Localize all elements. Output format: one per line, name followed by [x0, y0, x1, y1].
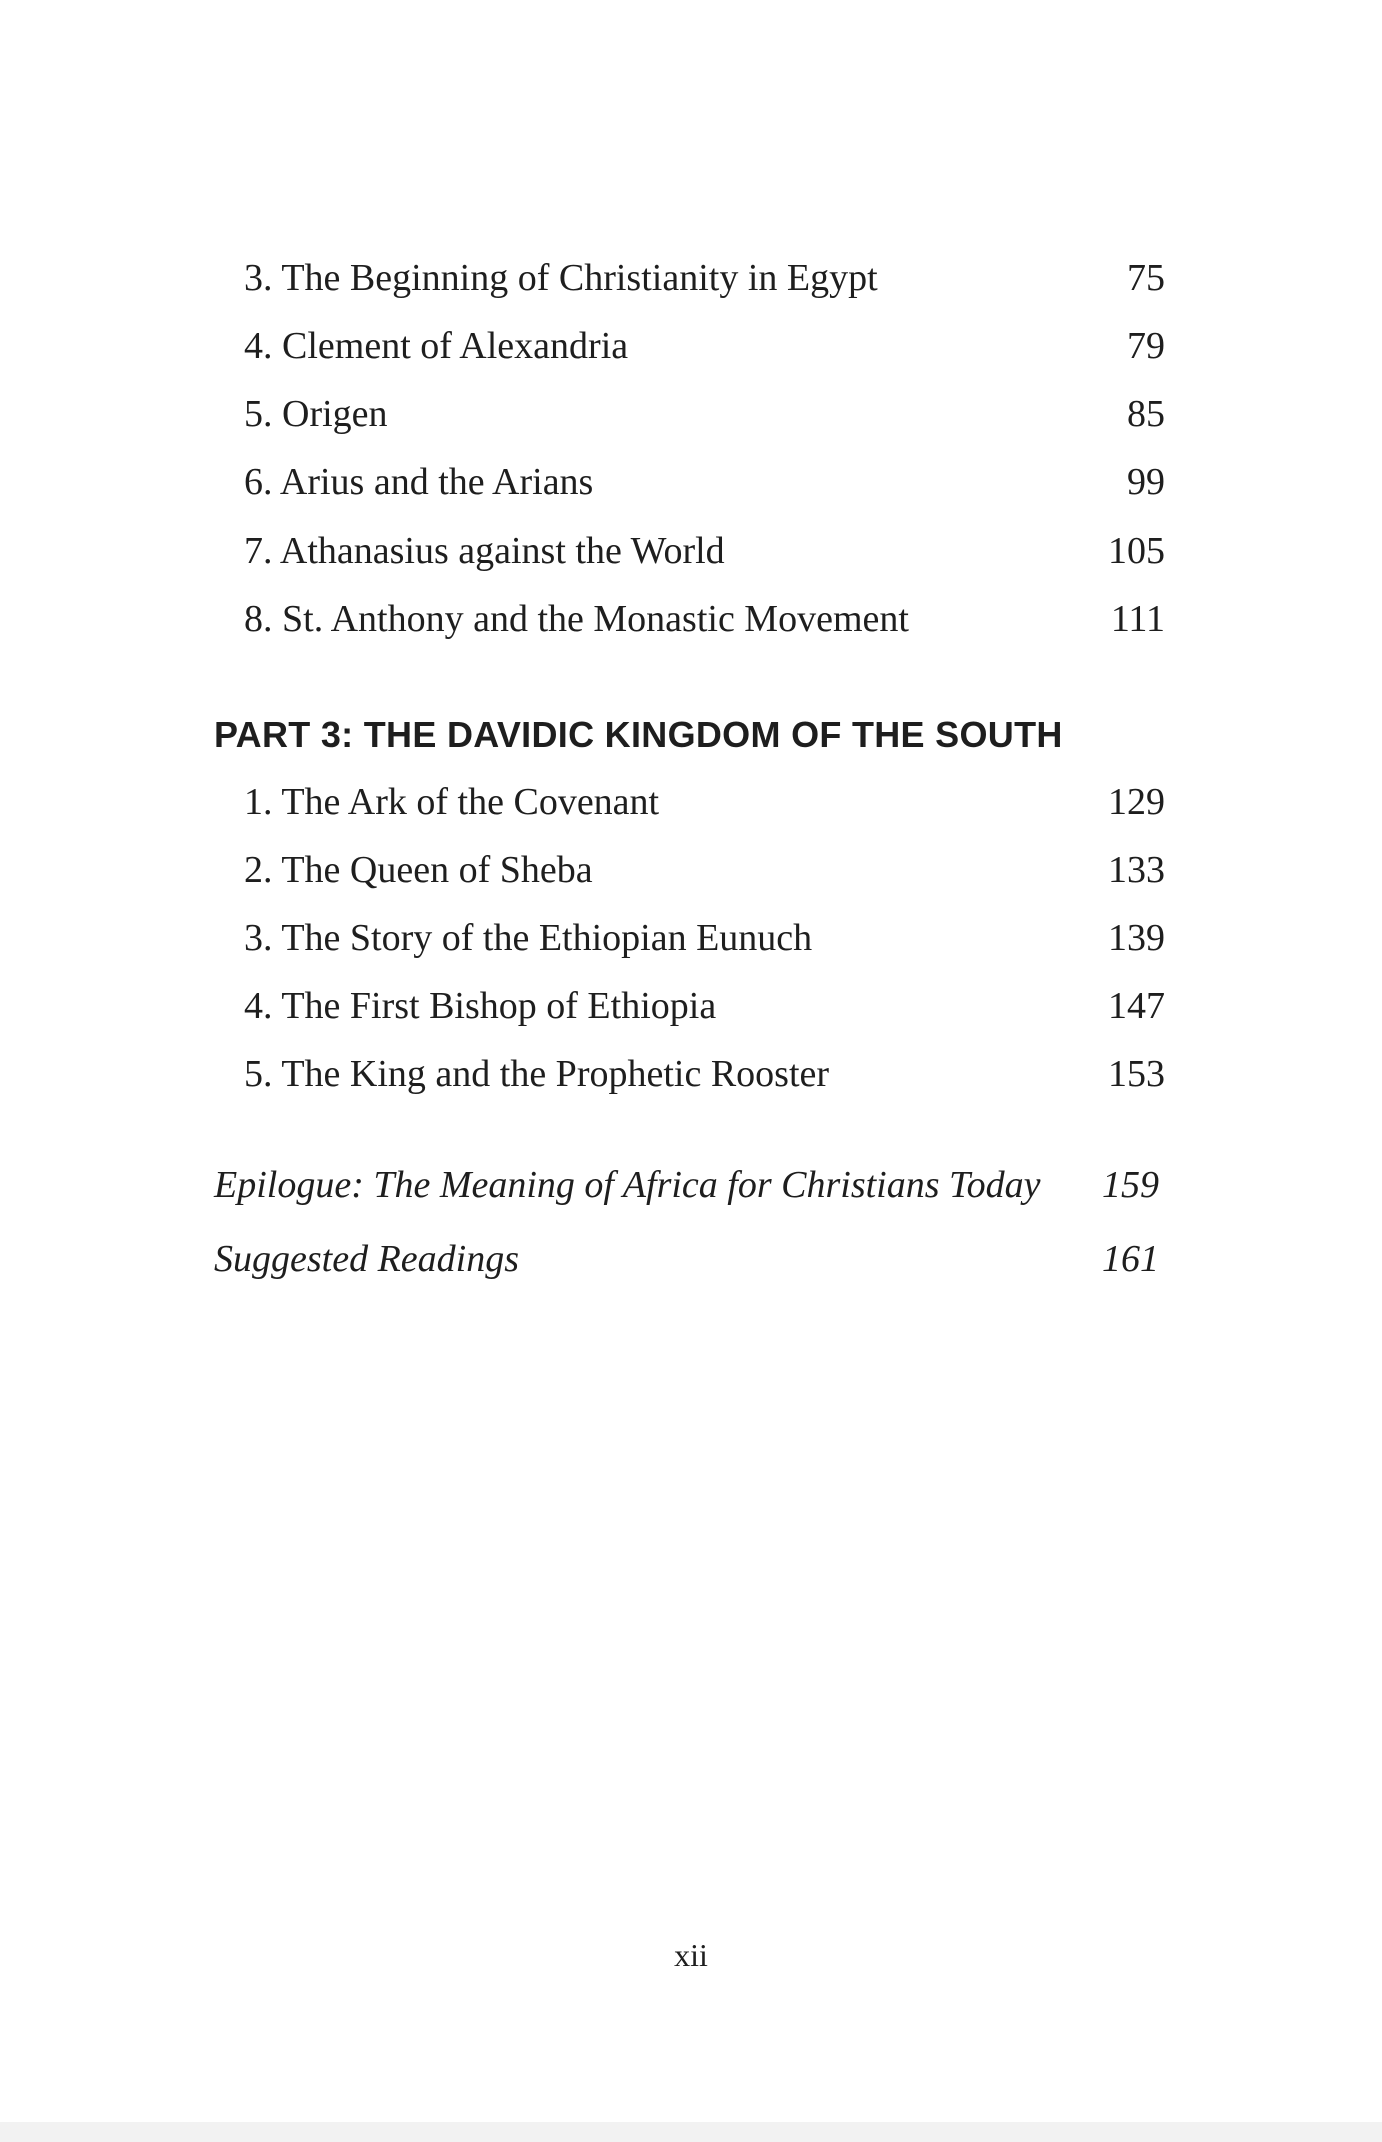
toc-entry: [0, 908, 1382, 968]
toc-entry: [0, 840, 1382, 900]
toc-entry-page: 133: [1108, 849, 1165, 891]
toc-entry-page: 159: [1102, 1164, 1159, 1206]
toc-entry: [0, 384, 1382, 444]
toc-entry-page: 79: [1127, 325, 1165, 367]
toc-entry-title: 4. The First Bishop of Ethiopia: [244, 985, 717, 1027]
toc-entry: [0, 521, 1382, 581]
toc-entry-page: 105: [1108, 530, 1165, 572]
page-number: xii: [674, 1937, 708, 1973]
toc-entry: [0, 589, 1382, 649]
toc-entry-title: 4. Clement of Alexandria: [244, 325, 629, 367]
toc-entry-title: 5. Origen: [244, 393, 388, 435]
toc-entry-title: Epilogue: The Meaning of Africa for Christians Today: [214, 1164, 1041, 1206]
toc-entry-title: 7. Athanasius against the World: [244, 530, 725, 572]
toc-entry-title: Suggested Readings: [214, 1238, 520, 1280]
toc-entry: [0, 772, 1382, 832]
toc-entry-page: 153: [1108, 1053, 1165, 1095]
toc-entry-epilogue: [0, 1155, 1382, 1215]
toc-entry: [0, 452, 1382, 512]
toc-entry-title: 8. St. Anthony and the Monastic Movement: [244, 598, 909, 640]
toc-entry-page: 75: [1127, 257, 1165, 299]
toc-entry-suggested-readings: [0, 1229, 1382, 1289]
toc-entry-page: 99: [1127, 461, 1165, 503]
toc-entry-title: 2. The Queen of Sheba: [244, 849, 593, 891]
part-heading: PART 3: THE DAVIDIC KINGDOM OF THE SOUTH: [214, 714, 1063, 755]
toc-entry-title: 3. The Story of the Ethiopian Eunuch: [244, 917, 813, 959]
toc-entry-page: 161: [1102, 1238, 1159, 1280]
toc-entry: [0, 976, 1382, 1036]
toc-entry-page: 129: [1108, 781, 1165, 823]
toc-entry-page: 111: [1110, 598, 1165, 640]
toc-entry-title: 6. Arius and the Arians: [244, 461, 594, 503]
toc-entry: [0, 316, 1382, 376]
toc-entry-page: 147: [1108, 985, 1165, 1027]
toc-entry-title: 5. The King and the Prophetic Rooster: [244, 1053, 830, 1095]
toc-entry-page: 139: [1108, 917, 1165, 959]
toc-entry-title: 3. The Beginning of Christianity in Egypt: [244, 257, 878, 299]
toc-entry-title: 1. The Ark of the Covenant: [244, 781, 660, 823]
bottom-strip: [0, 2122, 1382, 2142]
toc-entry: [0, 1044, 1382, 1104]
toc-entry-page: 85: [1127, 393, 1165, 435]
toc-entry: [0, 248, 1382, 308]
